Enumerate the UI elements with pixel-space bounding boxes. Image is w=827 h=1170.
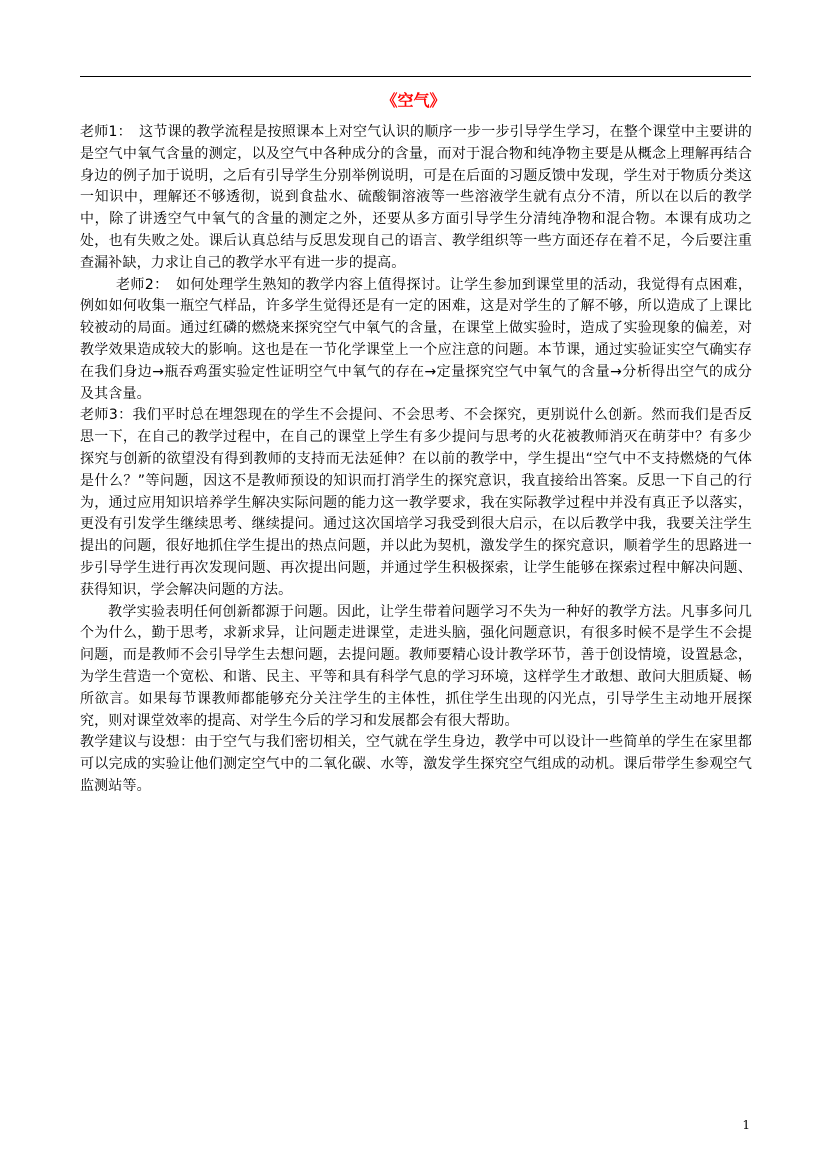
header-rule (80, 76, 751, 77)
page-number: 1 (742, 1118, 750, 1132)
paragraph-teacher-2: 老师2： 如何处理学生熟知的教学内容上值得探讨。让学生参加到课堂里的活动，我觉得有点困难，例如如何收集一瓶空气样品，许多学生觉得还是有一定的困难，这是对学生的了解不够，所以造成了上课比较被动的局面。通过红磷的燃烧来探究空气中氧气的含量，在课堂上做实验时，造成了实验现象的偏差，对教学效果造成较大的影响。这也是在一节化学课堂上一个应注意的问题。本节课，通过实验证实空气确实存在我们身边→瓶吞鸡蛋实验定性证明空气中氧气的存在→定量探究空气中氧气的含量→分析得出空气的成分及其含量。 (80, 276, 752, 402)
document-title: 《空气》 (381, 91, 446, 110)
paragraph-suggestion: 教学建议与设想：由于空气与我们密切相关，空气就在学生身边，教学中可以设计一些简单的学生在家里都可以完成的实验让他们测定空气中的二氧化碳、水等，激发学生探究空气组成的动机。课后带学生参观空气监测站等。 (80, 734, 752, 794)
paragraph-experiment: 教学实验表明任何创新都源于问题。因此，让学生带着问题学习不失为一种好的教学方法。凡事多问几个为什么，勤于思考，求新求异，让问题走进课堂，走进头脑，强化问题意识，有很多时候不是学生不会提问题，而是教师不会引导学生去想问题，去提问题。教师要精心设计教学环节，善于创设情境，设置悬念，为学生营造一个宽松、和谐、民主、平等和具有科学气息的学习环境，这样学生才敢想、敢问大胆质疑、畅所欲言。如果每节课教师都能够充分关注学生的主体性，抓住学生出现的闪光点，引导学生主动地开展探究，则对课堂效率的提高、对学生今后的学习和发展都会有很大帮助。 (80, 603, 752, 729)
paragraph-teacher-3: 老师3：我们平时总在埋怨现在的学生不会提问、不会思考、不会探究，更别说什么创新。然而我们是否反思一下，在自己的教学过程中，在自己的课堂上学生有多少提问与思考的火花被教师消灭在萌芽中？有多少探究与创新的欲望没有得到教师的支持而无法延伸？在以前的教学中，学生提出“空气中不支持燃烧的气体是什么？”等问题，因这不是教师预设的知识而打消学生的探究意识，我直接给出答案。反思一下自己的行为，通过应用知识培养学生解决实际问题的能力这一教学要求，我在实际教学过程中并没有真正予以落实，更没有引发学生继续思考、继续提问。通过这次国培学习我受到很大启示，在以后教学中我，我要关注学生提出的问题，很好地抓住学生提出的热点问题，并以此为契机，激发学生的探究意识，顺着学生的思路进一步引导学生进行再次发现问题、再次提出问题，并通过学生积极探索，让学生能够在探索过程中解决问题、获得知识，学会解决问题的方法。 (80, 407, 752, 598)
paragraph-teacher-1: 老师1： 这节课的教学流程是按照课本上对空气认识的顺序一步一步引导学生学习，在整个课堂中主要讲的是空气中氧气含量的测定，以及空气中各种成分的含量，而对于混合物和纯净物主要是从概念上理解再结合身边的例子加于说明，之后有引导学生分别举例说明，可是在后面的习题反馈中发现，学生对于物质分类这一知识中，理解还不够透彻，说到食盐水、硫酸铜溶液等一些溶液学生就有点分不清，所以在以后的教学中，除了讲透空气中氧气的含量的测定之外，还要从多方面引导学生分清纯净物和混合物。本课有成功之处，也有失败之处。课后认真总结与反思发现自己的语言、教学组织等一些方面还存在着不足，今后要注重查漏补缺，力求让自己的教学水平有进一步的提高。 (80, 124, 752, 271)
document-body (80, 122, 752, 798)
